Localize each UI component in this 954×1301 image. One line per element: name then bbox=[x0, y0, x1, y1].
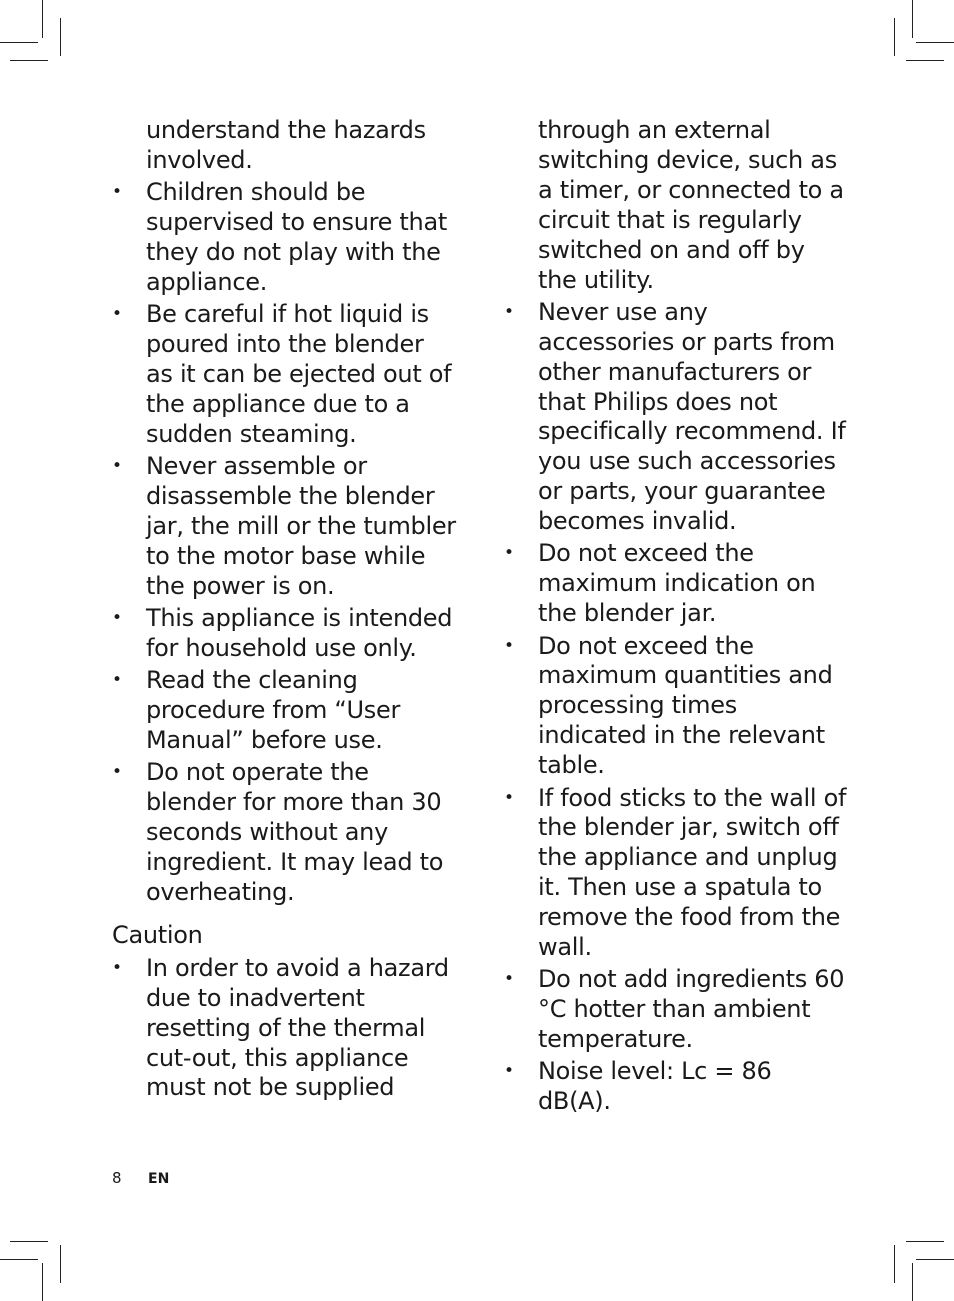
crop-mark bbox=[906, 1241, 944, 1242]
crop-mark bbox=[912, 1263, 913, 1301]
list-item: • Do not exceed the maximum indication on the blender jar. bbox=[504, 539, 849, 629]
crop-mark bbox=[10, 60, 48, 61]
left-column bbox=[112, 116, 457, 1106]
right-column bbox=[504, 116, 849, 1120]
crop-mark bbox=[912, 0, 913, 38]
language-code: EN bbox=[148, 1171, 170, 1187]
crop-mark bbox=[60, 1245, 61, 1283]
crop-mark bbox=[894, 1245, 895, 1283]
crop-mark bbox=[42, 0, 43, 38]
crop-mark bbox=[42, 1263, 43, 1301]
list-item: • Never use any accessories or parts from other manufacturers or that Philips does not specifically recommend. If you use such accessories or parts, your guarantee becomes invalid. bbox=[504, 298, 849, 537]
crop-mark bbox=[894, 18, 895, 56]
list-item: • If food sticks to the wall of the blender jar, switch off the appliance and unplug it. Then use a spatula to remove the food from the wall. bbox=[504, 784, 849, 963]
list-item: • In order to avoid a hazard due to inadvertent resetting of the thermal cut-out, this appliance must not be supplied bbox=[112, 954, 457, 1104]
crop-mark bbox=[0, 1259, 38, 1260]
list-item: • Read the cleaning procedure from “User Manual” before use. bbox=[112, 666, 457, 756]
list-item: • Never assemble or disassemble the blender jar, the mill or the tumbler to the motor base while the power is on. bbox=[112, 452, 457, 602]
continued-paragraph: through an external switching device, such as a timer, or connected to a circuit that is regularly switched on and off by the utility. bbox=[538, 116, 844, 294]
page-footer bbox=[112, 1168, 169, 1189]
list-item: • Do not add ingredients 60 °C hotter than ambient temperature. bbox=[504, 965, 849, 1055]
crop-mark bbox=[916, 42, 954, 43]
crop-mark bbox=[916, 1259, 954, 1260]
crop-mark bbox=[60, 18, 61, 56]
list-item: • This appliance is intended for household use only. bbox=[112, 604, 457, 664]
crop-mark bbox=[10, 1241, 48, 1242]
caution-heading: Caution bbox=[112, 920, 203, 949]
page-number: 8 bbox=[112, 1169, 122, 1187]
list-item: • Do not operate the blender for more than 30 seconds without any ingredient. It may lead to overheating. bbox=[112, 758, 457, 908]
continued-paragraph: understand the hazards involved. bbox=[146, 116, 426, 174]
list-item: • Noise level: Lc = 86 dB(A). bbox=[504, 1057, 849, 1117]
list-item: • Children should be supervised to ensure that they do not play with the appliance. bbox=[112, 178, 457, 298]
list-item: • Do not exceed the maximum quantities and processing times indicated in the relevant table. bbox=[504, 632, 849, 782]
list-item: • Be careful if hot liquid is poured into the blender as it can be ejected out of the appliance due to a sudden steaming. bbox=[112, 300, 457, 450]
crop-mark bbox=[0, 42, 38, 43]
crop-mark bbox=[906, 60, 944, 61]
